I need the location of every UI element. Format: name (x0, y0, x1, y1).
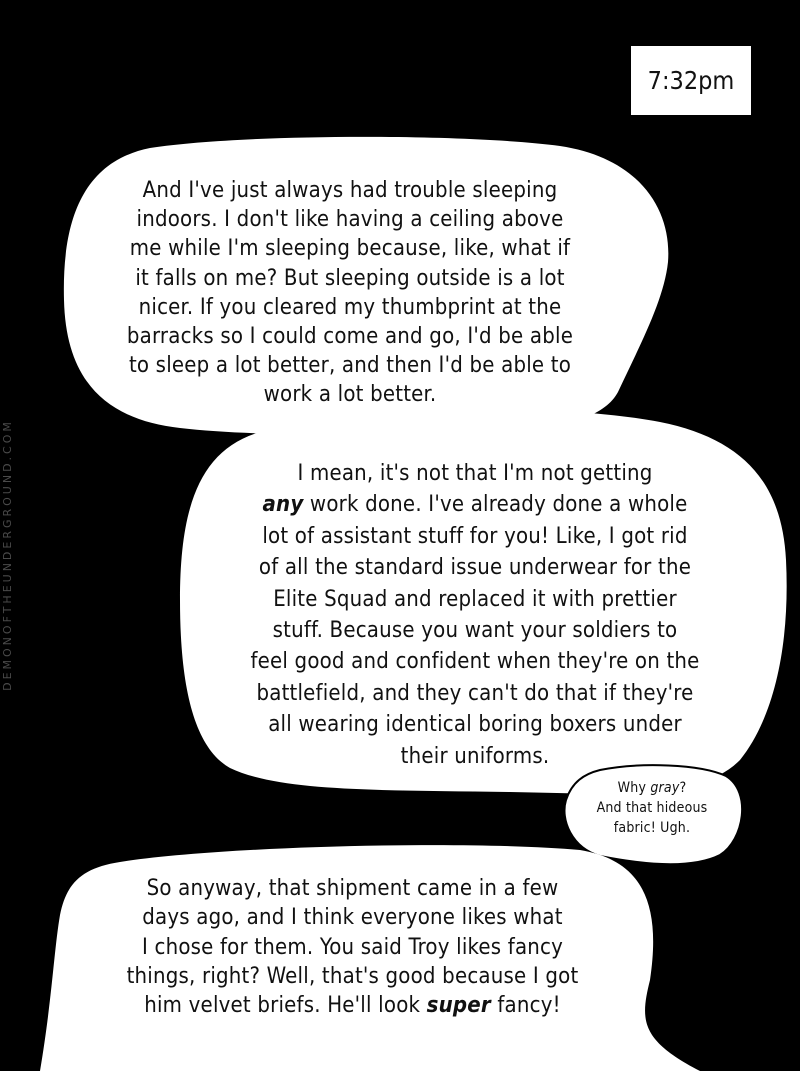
bubble-line: work a lot better. (263, 382, 437, 408)
speech-bubble-1-text (90, 176, 610, 410)
watermark-text: DEMONOFTHEUNDERGROUND.COM (1, 419, 14, 691)
bubble-line: Elite Squad and replaced it with prettier (273, 586, 677, 612)
bubble-line: I mean, it's not that I'm not getting (297, 461, 653, 486)
bubble-line: me while I'm sleeping because, like, what if (129, 236, 571, 262)
bubble-line: I chose for them. You said Troy likes fancy (141, 934, 564, 960)
bubble-line (562, 778, 742, 798)
emphasis-word: super (426, 993, 491, 1019)
bubble-line: their uniforms. (400, 743, 550, 769)
bubble-line: So anyway, that shipment came in a few (146, 876, 559, 901)
bubble-line: it falls on me? But sleeping outside is a lot (135, 265, 565, 291)
speech-bubble-4-text (80, 874, 625, 1020)
time-caption-text: 7:32pm (647, 66, 735, 95)
bubble-line: nicer. If you cleared my thumbprint at the (138, 294, 562, 320)
bubble-line: battlefield, and they can't do that if they're (256, 680, 694, 706)
bubble-line: fabric! Ugh. (613, 820, 691, 836)
emphasis-word: gray (650, 780, 680, 796)
bubble-line: of all the standard issue underwear for the (258, 555, 692, 581)
bubble-line: lot of assistant stuff for you! Like, I got rid (262, 523, 688, 549)
bubble-line-start: Why (617, 780, 651, 796)
bubble-line: to sleep a lot better, and then I'd be able to (128, 353, 572, 379)
bubble-line-end: fancy! (490, 993, 561, 1019)
bubble-line: things, right? Well, that's good because I got (126, 963, 579, 989)
speech-bubble-2-text (215, 458, 735, 772)
bubble-line: And I've just always had trouble sleeping (142, 178, 558, 203)
bubble-line: feel good and confident when they're on the (250, 649, 700, 675)
bubble-line: barracks so I could come and go, I'd be able (126, 324, 574, 350)
bubble-line (215, 489, 735, 520)
speech-bubble-3-text (562, 778, 742, 838)
bubble-line: indoors. I don't like having a ceiling above (136, 207, 564, 233)
emphasis-word: any (262, 492, 304, 518)
bubble-line: days ago, and I think everyone likes what (142, 905, 563, 931)
bubble-line-start: him velvet briefs. He'll look (144, 993, 427, 1019)
bubble-line-rest: work done. I've already done a whole (303, 492, 688, 518)
bubble-line-end: ? (679, 780, 687, 796)
bubble-line: stuff. Because you want your soldiers to (272, 618, 678, 644)
time-caption-box (629, 44, 753, 117)
bubble-line (80, 991, 625, 1020)
bubble-line: all wearing identical boring boxers under (268, 712, 682, 738)
bubble-line: And that hideous (596, 800, 708, 816)
